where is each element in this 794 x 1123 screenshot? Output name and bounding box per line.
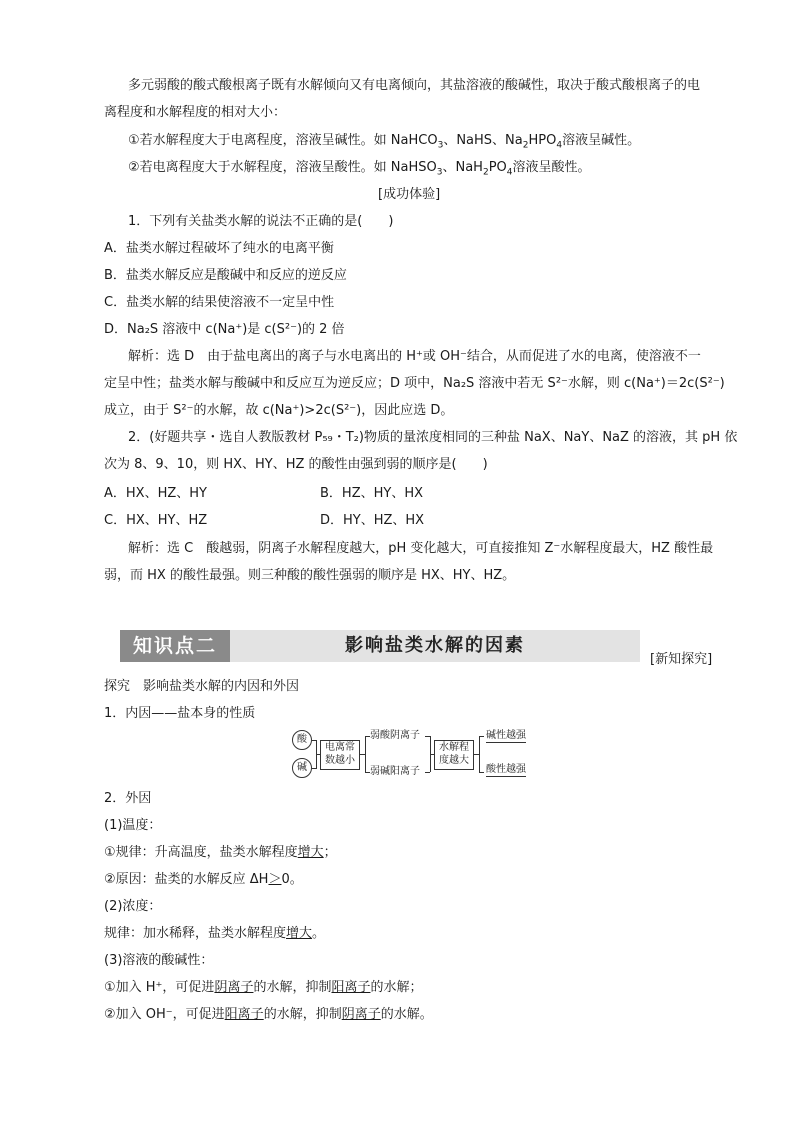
answer-1-line-1: 解析：选 D 由于盐电离出的离子与水电离出的 H⁺或 OH⁻结合，从而促进了水的电离，使溶液不一 (128, 349, 701, 364)
answer-1-line-3: 成立，由于 S²⁻的水解，故 c(Na⁺)>2c(S²⁻)，因此应选 D。 (104, 403, 454, 418)
temperature-reason-answer: ＞ (268, 872, 282, 887)
bracket-right-bottom (479, 772, 484, 773)
acid-circle: 酸 (292, 730, 312, 750)
acid-effect: ①加入 H⁺，可促进阴离子的水解，抑制阳离子的水解； (104, 980, 423, 995)
intro-item-2: ②若电离程度大于水解程度，溶液呈酸性。如 NaHSO$_3$、$NaH_2PO_4$溶液呈酸性。 (128, 160, 591, 178)
acid-effect-answer-2: 阳离子 (331, 980, 371, 995)
base-circle: 碱 (292, 758, 312, 778)
section-title: 影响盐类水解的因素 (345, 635, 525, 656)
box1-line-2: 数越小 (325, 755, 355, 766)
q1-option-d: D．Na₂S 溶液中 c(Na⁺)是 c(S²⁻)的 2 倍 (104, 322, 345, 337)
section-tag: 知识点二 (120, 630, 230, 662)
new-knowledge-tag: [新知探究] (650, 652, 713, 667)
answer-1-line-2: 定呈中性；盐类水解与酸碱中和反应互为逆反应；D 项中，Na₂S 溶液中若无 S²⁻水解，则 c(Na⁺)＝2c(S²⁻) (104, 376, 725, 391)
acid-effect-answer-1: 阴离子 (214, 980, 254, 995)
bracket-left-top (312, 740, 317, 741)
experience-tag: [成功体验] (378, 187, 441, 202)
base-effect-answer-2: 阴离子 (341, 1007, 381, 1022)
intro-paragraph-line-2: 离程度和水解程度的相对大小： (104, 105, 287, 120)
alkalinity-label: 碱性越强 (486, 730, 526, 741)
concentration-heading: (2)浓度： (104, 899, 162, 914)
box1-line-1: 电离常 (325, 742, 355, 753)
box2-line-1: 水解程 (439, 742, 469, 753)
base-effect: ②加入 OH⁻，可促进阳离子的水解，抑制阴离子的水解。 (104, 1007, 433, 1022)
answer-2-line-1: 解析：选 C 酸越弱，阴离子水解程度越大，pH 变化越大，可直接推知 Z⁻水解程度最大，HZ 酸性最 (128, 541, 714, 556)
intro-item-1: ①若水解程度大于电离程度，溶液呈碱性。如 NaHCO$_3$、NaHS、$Na_2HPO_4$溶液呈碱性。 (128, 133, 641, 151)
acidity-heading: (3)溶液的酸碱性： (104, 953, 214, 968)
temperature-rule: ①规律：升高温度，盐类水解程度增大； (104, 845, 337, 860)
q1-option-c: C．盐类水解的结果使溶液不一定呈中性 (104, 295, 335, 310)
inner-factor-heading: 1．内因——盐本身的性质 (104, 706, 256, 721)
acidity-label: 酸性越强 (486, 764, 526, 775)
question-2-line-2: 次为 8、9、10，则 HX、HY、HZ 的酸性由强到弱的顺序是( ) (104, 457, 488, 472)
ionization-constant-box (320, 740, 360, 770)
section-banner (120, 630, 640, 662)
answer-2-line-2: 弱，而 HX 的酸性最强。则三种酸的酸性强弱的顺序是 HX、HY、HZ。 (104, 568, 516, 583)
temperature-reason: ②原因：盐类的水解反应 ΔH＞0。 (104, 872, 303, 887)
explore-heading: 探究 影响盐类水解的内因和外因 (104, 679, 300, 694)
intro-paragraph-line-1: 多元弱酸的酸式酸根离子既有水解倾向又有电离倾向，其盐溶液的酸碱性，取决于酸式酸根离子的电 (128, 78, 701, 93)
concentration-rule-answer: 增大 (286, 926, 313, 941)
bracket-left-bottom (312, 768, 317, 769)
outer-factor-heading: 2．外因 (104, 791, 152, 806)
temperature-rule-answer: 增大 (297, 845, 324, 860)
base-effect-answer-1: 阳离子 (224, 1007, 264, 1022)
concentration-rule: 规律：加水稀释，盐类水解程度增大。 (104, 926, 326, 941)
q2-option-b: B．HZ、HY、HX (320, 486, 423, 501)
q1-option-b: B．盐类水解反应是酸碱中和反应的逆反应 (104, 268, 347, 283)
question-2-line-1: 2．(好题共享・选自人教版教材 P₅₉・T₂)物质的量浓度相同的三种盐 NaX、NaY、NaZ 的溶液，其 pH 依 (128, 430, 738, 445)
bracket-mid (365, 736, 366, 772)
question-1: 1．下列有关盐类水解的说法不正确的是( ) (128, 214, 394, 229)
bracket-right (479, 736, 480, 772)
weak-base-cation-label: 弱碱阳离子 (370, 766, 420, 777)
hydrolysis-degree-box (434, 740, 474, 770)
bracket-mid-right-bottom (425, 772, 430, 773)
bracket-mid-right-top (425, 736, 430, 737)
box2-line-2: 度越大 (439, 755, 469, 766)
q2-option-a: A．HX、HZ、HY (104, 486, 207, 501)
q2-option-d: D．HY、HZ、HX (320, 513, 425, 528)
bracket-right-top (479, 736, 484, 737)
weak-acid-anion-label: 弱酸阴离子 (370, 730, 420, 741)
q1-option-a: A．盐类水解过程破坏了纯水的电离平衡 (104, 241, 334, 256)
q2-option-c: C．HX、HY、HZ (104, 513, 208, 528)
temperature-heading: (1)温度： (104, 818, 162, 833)
hydrolysis-diagram (292, 730, 542, 778)
